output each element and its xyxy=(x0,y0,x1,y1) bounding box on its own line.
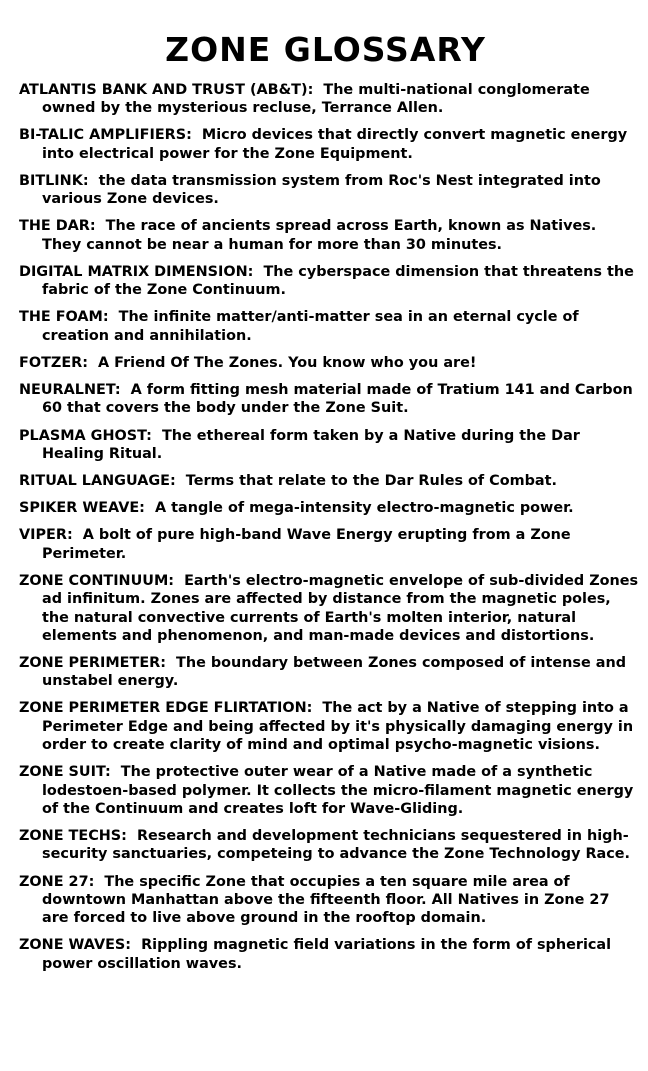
glossary-entry xyxy=(19,263,640,300)
page-title: ZONE GLOSSARY xyxy=(165,30,486,69)
entry-term: DIGITAL MATRIX DIMENSION: xyxy=(19,263,254,280)
entry-definition: Terms that relate to the Dar Rules of Combat. xyxy=(185,473,557,490)
entry-term: FOTZER: xyxy=(19,354,88,371)
entry-term: PLASMA GHOST: xyxy=(19,427,152,444)
entry-definition: The boundary between Zones composed of intense and unstabel energy. xyxy=(42,655,626,690)
glossary-entry xyxy=(19,308,640,345)
entry-term: THE FOAM: xyxy=(19,309,109,326)
entry-definition: The specific Zone that occupies a ten square mile area of downtown Manhattan above the fifteenth floor. All Natives in Zone 27 are forced to live above ground in the rooftop domain. xyxy=(42,873,610,927)
glossary-entry xyxy=(19,126,640,163)
entry-term: ZONE TECHS: xyxy=(19,828,127,845)
entry-term: ZONE WAVES: xyxy=(19,937,132,954)
entry-term: ATLANTIS BANK AND TRUST (AB&T): xyxy=(19,82,314,98)
entry-definition: Earth's electro-magnetic envelope of sub-divided Zones ad infinitum. Zones are affected by distance from the magnetic poles, the natural convective currents of Earth's molten interior, natural elements and phenomenon, and man-made devices and distortions. xyxy=(42,572,639,644)
entry-definition: the data transmission system from Roc's Nest integrated into various Zone devices. xyxy=(42,172,601,208)
entry-term: RITUAL LANGUAGE: xyxy=(19,473,176,490)
glossary-entry xyxy=(19,654,640,691)
glossary-entry xyxy=(19,936,640,973)
glossary-entry xyxy=(19,81,640,118)
entry-definition: Micro devices that directly convert magnetic energy into electrical power for the Zone Equipment. xyxy=(42,127,628,162)
glossary-entry xyxy=(19,526,640,563)
entry-term: VIPER: xyxy=(19,527,73,544)
entry-definition: The act by a Native of stepping into a Perimeter Edge and being affected by it's physically damaging energy in order to create clarity of mind and optimal psycho-magnetic visions. xyxy=(42,700,634,754)
glossary-entry xyxy=(19,572,640,645)
entry-definition: A Friend Of The Zones. You know who you are! xyxy=(98,354,477,371)
glossary-entry xyxy=(19,699,640,754)
entry-term: ZONE PERIMETER: xyxy=(19,655,166,671)
entry-definition: The multi-national conglomerate owned by the mysterious recluse, Terrance Allen. xyxy=(42,82,590,117)
glossary-entry xyxy=(19,172,640,209)
glossary-entry xyxy=(19,499,640,517)
entry-definition: Rippling magnetic field variations in the form of spherical power oscillation waves. xyxy=(42,937,612,972)
entry-definition: A tangle of mega-intensity electro-magnetic power. xyxy=(154,500,574,517)
entry-term: SPIKER WEAVE: xyxy=(19,500,145,517)
entry-definition: Research and development technicians sequestered in high-security sanctuaries, competeing to advance the Zone Technology Race. xyxy=(42,828,631,863)
entry-definition: A bolt of pure high-band Wave Energy erupting from a Zone Perimeter. xyxy=(42,527,571,562)
entry-term: BI-TALIC AMPLIFIERS: xyxy=(19,127,192,144)
glossary-entry xyxy=(19,354,640,372)
glossary-entry xyxy=(19,217,640,254)
entry-definition: The ethereal form taken by a Native during the Dar Healing Ritual. xyxy=(42,427,580,462)
glossary-entry xyxy=(19,827,640,864)
entry-definition: The protective outer wear of a Native made of a synthetic lodestoen-based polymer. It collects the micro-filament magnetic energy of the Continuum and creates loft for Wave-Gliding. xyxy=(42,764,634,817)
glossary-list xyxy=(19,81,640,973)
entry-term: ZONE SUIT: xyxy=(19,764,111,781)
glossary-entry xyxy=(19,873,640,928)
entry-term: ZONE PERIMETER EDGE FLIRTATION: xyxy=(19,700,313,717)
entry-definition: The infinite matter/anti-matter sea in an eternal cycle of creation and annihilation. xyxy=(42,309,579,344)
glossary-entry xyxy=(19,381,640,418)
entry-term: THE DAR: xyxy=(19,218,96,235)
entry-definition: The cyberspace dimension that threatens the fabric of the Zone Continuum. xyxy=(42,263,634,299)
entry-term: BITLINK: xyxy=(19,172,89,189)
entry-definition: A form fitting mesh material made of Tratium 141 and Carbon 60 that covers the body under the Zone Suit. xyxy=(42,382,633,417)
glossary-entry xyxy=(19,472,640,490)
glossary-entry xyxy=(19,763,640,818)
glossary-entry xyxy=(19,427,640,464)
entry-definition: The race of ancients spread across Earth, known as Natives. They cannot be near a human for more than 30 minutes. xyxy=(42,218,597,253)
entry-term: NEURALNET: xyxy=(19,382,121,399)
entry-term: ZONE CONTINUUM: xyxy=(19,572,175,589)
entry-term: ZONE 27: xyxy=(19,873,95,890)
